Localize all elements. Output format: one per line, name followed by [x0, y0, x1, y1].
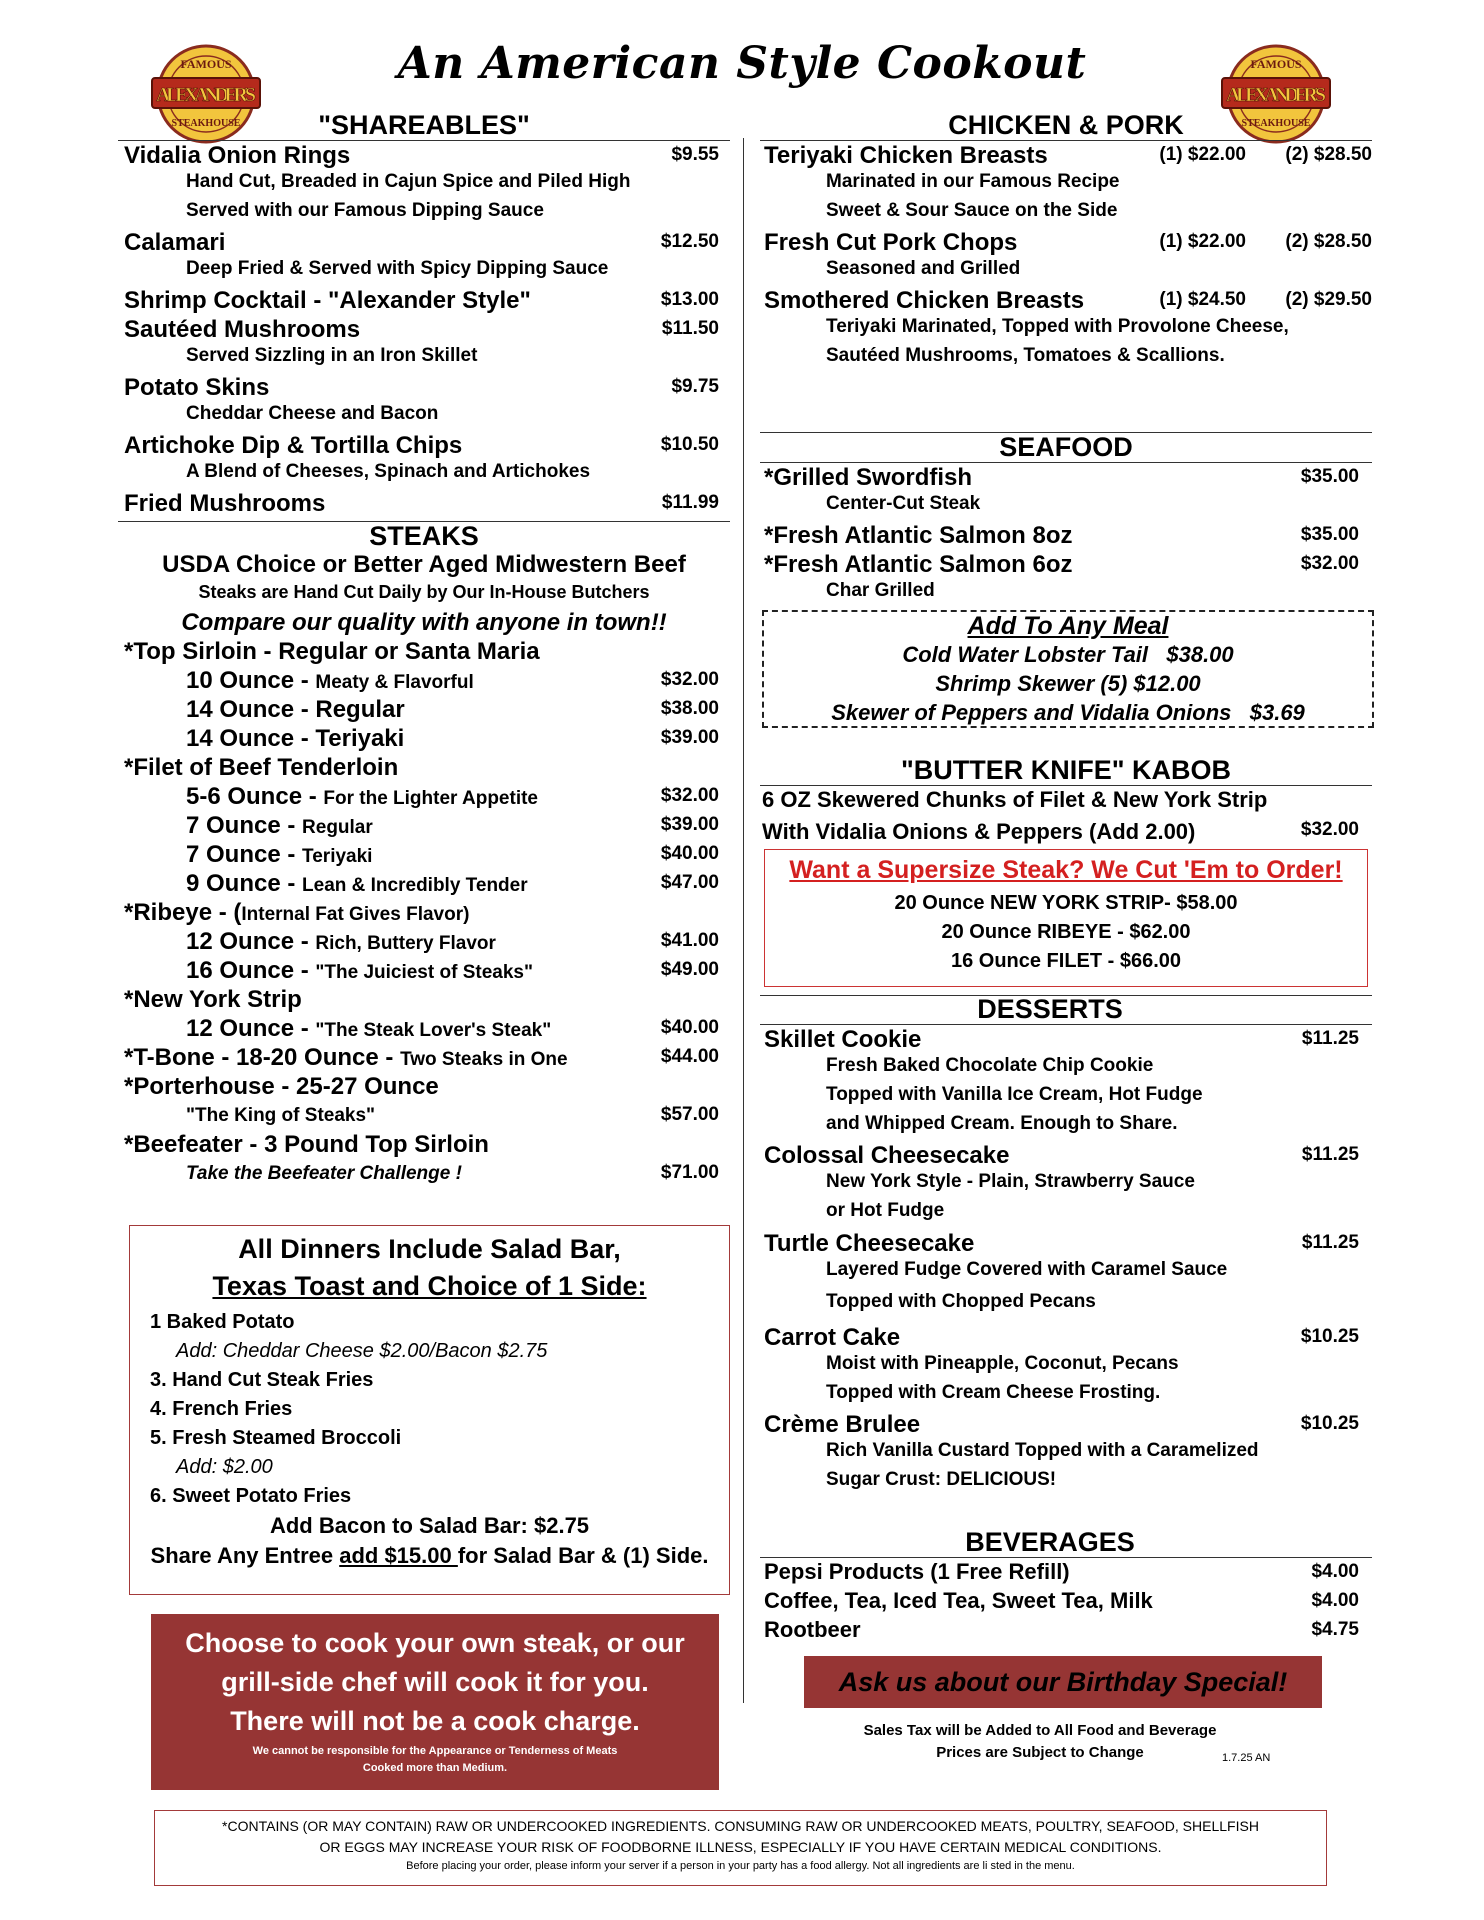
supersize-item: 16 Ounce FILET - $66.00 — [950, 950, 1182, 972]
steak-category — [124, 899, 719, 928]
share-entree — [130, 1543, 729, 1569]
menu-item — [764, 1026, 1359, 1055]
option-size: 14 Ounce - Regular — [186, 696, 405, 723]
category-note: Internal Fat Gives Flavor) — [241, 904, 470, 925]
item-price: $13.00 — [660, 289, 719, 310]
item-desc: Served Sizzling in an Iron Skillet — [186, 345, 478, 366]
steak-category — [124, 1044, 719, 1073]
steak-category — [124, 638, 719, 667]
category-name: *Filet of Beef Tenderloin — [124, 754, 399, 781]
item-price-two: (2) $28.50 — [1285, 144, 1372, 165]
item-price-one: (1) $22.00 — [1159, 144, 1246, 165]
item-price: $10.25 — [1300, 1413, 1359, 1434]
allergy-disclaimer-box — [154, 1810, 1327, 1886]
item-price: $38.00 — [660, 698, 719, 719]
item-desc: Topped with Vanilla Ice Cream, Hot Fudge — [826, 1084, 1203, 1105]
item-price: $9.75 — [671, 376, 719, 397]
item-desc: Served with our Famous Dipping Sauce — [186, 200, 544, 221]
item-name: Shrimp Cocktail - "Alexander Style" — [124, 287, 531, 314]
item-name: Rootbeer — [764, 1617, 861, 1642]
option-size: 5-6 Ounce - — [186, 783, 324, 810]
section-rule — [760, 1024, 1372, 1025]
column-divider — [743, 138, 744, 1703]
item-name: *Fresh Atlantic Salmon 8oz — [764, 522, 1073, 549]
item-name: Teriyaki Chicken Breasts — [764, 142, 1048, 169]
birthday-banner: Ask us about our Birthday Special! — [804, 1656, 1322, 1708]
side-addon: Add: $2.00 — [176, 1456, 273, 1478]
section-rule — [118, 140, 730, 141]
dinners-line2: Texas Toast and Choice of 1 Side: — [212, 1271, 647, 1301]
option-desc: Teriyaki — [302, 846, 373, 867]
share-text-end: for Salad Bar & (1) Side. — [457, 1543, 709, 1568]
option-desc: Meaty & Flavorful — [315, 672, 474, 693]
item-price: $12.50 — [660, 231, 719, 252]
item-desc: Moist with Pineapple, Coconut, Pecans — [826, 1353, 1179, 1374]
menu-item — [764, 1142, 1359, 1171]
steak-option — [124, 725, 719, 754]
item-desc: Hand Cut, Breaded in Cajun Spice and Piled High — [186, 171, 631, 192]
item-price: $11.25 — [1301, 1144, 1359, 1165]
supersize-heading: Want a Supersize Steak? We Cut 'Em to Order! — [789, 856, 1343, 884]
category-name: *T-Bone - 18-20 Ounce - — [124, 1044, 401, 1071]
item-price: $39.00 — [660, 814, 719, 835]
supersize-box — [764, 849, 1368, 987]
item-price-one: (1) $22.00 — [1159, 231, 1246, 252]
desserts-heading: DESSERTS — [977, 994, 1123, 1024]
item-name: Skillet Cookie — [764, 1026, 922, 1053]
steak-category — [124, 754, 719, 783]
item-price: $4.00 — [1311, 1561, 1359, 1582]
option-size: 16 Ounce - — [186, 957, 316, 984]
option-desc: Regular — [302, 817, 373, 838]
disclaimer-line1: *CONTAINS (OR MAY CONTAIN) RAW OR UNDERCOOKED INGREDIENTS. CONSUMING RAW OR UNDERCOOKED MEATS, POULTRY, SEAFOOD, SHELLFISH — [222, 1818, 1259, 1834]
item-desc: Teriyaki Marinated, Topped with Provolone Cheese, — [826, 316, 1289, 337]
category-name: *Ribeye - ( — [124, 899, 242, 926]
item-price: $32.00 — [1300, 553, 1359, 574]
category-name: *New York Strip — [124, 986, 302, 1013]
section-rule — [760, 140, 1372, 141]
side-item: 3. Hand Cut Steak Fries — [150, 1369, 374, 1391]
svg-text:ALEXANDER'S: ALEXANDER'S — [1226, 84, 1326, 106]
option-size: 9 Ounce - — [186, 870, 303, 897]
side-item: 1 Baked Potato — [150, 1311, 295, 1333]
menu-item — [764, 1230, 1359, 1259]
share-text: Share Any Entree — [150, 1543, 340, 1568]
page-title: An American Style Cookout — [397, 38, 1087, 89]
chicken-pork-heading: CHICKEN & PORK — [948, 110, 1184, 140]
addon-item: Cold Water Lobster Tail $38.00 — [902, 642, 1234, 667]
svg-text:FAMOUS: FAMOUS — [1250, 57, 1302, 71]
item-desc: Char Grilled — [826, 580, 935, 601]
share-price: add $15.00 — [339, 1543, 458, 1568]
bacon-addon: Add Bacon to Salad Bar: $2.75 — [269, 1513, 590, 1538]
item-desc: or Hot Fudge — [826, 1200, 945, 1221]
option-desc: Rich, Buttery Flavor — [315, 933, 496, 954]
item-name: Calamari — [124, 229, 226, 256]
item-desc: Fresh Baked Chocolate Chip Cookie — [826, 1055, 1154, 1076]
side-item: 5. Fresh Steamed Broccoli — [150, 1427, 402, 1449]
item-desc: A Blend of Cheeses, Spinach and Artichokes — [186, 461, 591, 482]
option-desc: "The King of Steaks" — [186, 1105, 376, 1126]
menu-item — [764, 1617, 1359, 1646]
shareables-list — [124, 142, 719, 519]
option-desc: For the Lighter Appetite — [323, 788, 538, 809]
steak-category — [124, 1073, 719, 1102]
menu-item — [124, 142, 719, 171]
addon-item: Shrimp Skewer (5) $12.00 — [935, 671, 1201, 696]
menu-item — [124, 229, 719, 258]
side-item: 4. French Fries — [150, 1398, 293, 1420]
menu-item — [124, 490, 719, 519]
option-size: 12 Ounce - — [186, 1015, 316, 1042]
supersize-item: 20 Ounce RIBEYE - $62.00 — [941, 921, 1191, 943]
steak-option — [124, 1015, 719, 1044]
item-price: $4.75 — [1311, 1619, 1359, 1640]
item-price: $71.00 — [660, 1162, 719, 1183]
menu-item — [124, 316, 719, 345]
steak-option — [124, 783, 719, 812]
steak-option — [124, 812, 719, 841]
supersize-item: 20 Ounce NEW YORK STRIP- $58.00 — [894, 892, 1238, 914]
item-desc: Topped with Cream Cheese Frosting. — [826, 1382, 1161, 1403]
item-name: Smothered Chicken Breasts — [764, 287, 1085, 314]
menu-item — [764, 142, 1372, 171]
kabob-price: $32.00 — [1300, 819, 1359, 840]
item-price-two: (2) $29.50 — [1285, 289, 1372, 310]
tax-note: Sales Tax will be Added to All Food and Beverage — [863, 1722, 1217, 1739]
item-name: Vidalia Onion Rings — [124, 142, 351, 169]
item-desc: Marinated in our Famous Recipe — [826, 171, 1120, 192]
cook-disclaimer1: We cannot be responsible for the Appearance or Tenderness of Meats — [252, 1745, 618, 1757]
sides-list — [130, 1308, 729, 1511]
desserts-list — [764, 1026, 1359, 1498]
add-to-meal-box — [762, 610, 1374, 728]
item-price: $11.50 — [661, 318, 719, 339]
item-desc: Rich Vanilla Custard Topped with a Caramelized — [826, 1440, 1259, 1461]
cook-line3: There will not be a cook charge. — [230, 1706, 640, 1736]
item-price: $10.25 — [1300, 1326, 1359, 1347]
dinners-line1: All Dinners Include Salad Bar, — [238, 1234, 621, 1264]
item-name: Sautéed Mushrooms — [124, 316, 361, 343]
item-price: $57.00 — [660, 1104, 719, 1125]
item-desc: Topped with Chopped Pecans — [826, 1291, 1096, 1312]
item-desc: Cheddar Cheese and Bacon — [186, 403, 439, 424]
item-price: $11.25 — [1301, 1028, 1359, 1049]
disclaimer-line2: OR EGGS MAY INCREASE YOUR RISK OF FOODBORNE ILLNESS, ESPECIALLY IF YOU HAVE CERTAIN MEDICAL CONDITIONS. — [319, 1839, 1162, 1855]
svg-text:ALEXANDER'S: ALEXANDER'S — [156, 84, 256, 106]
steaks-list — [124, 638, 719, 1189]
item-desc: Seasoned and Grilled — [826, 258, 1021, 279]
item-name: *Grilled Swordfish — [764, 464, 973, 491]
menu-item — [764, 1559, 1359, 1588]
option-size: 10 Ounce - — [186, 667, 316, 694]
steak-option — [124, 696, 719, 725]
category-name: *Top Sirloin - Regular or Santa Maria — [124, 638, 540, 665]
item-price: $35.00 — [1300, 466, 1359, 487]
item-desc: Sautéed Mushrooms, Tomatoes & Scallions. — [826, 345, 1225, 366]
steaks-tagline: Compare our quality with anyone in town!! — [181, 609, 667, 636]
item-name: Fresh Cut Pork Chops — [764, 229, 1018, 256]
item-desc: New York Style - Plain, Strawberry Sauce — [826, 1171, 1195, 1192]
menu-item — [764, 1588, 1359, 1617]
seafood-list — [764, 464, 1359, 609]
item-price: $35.00 — [1300, 524, 1359, 545]
dinners-include-box — [129, 1225, 730, 1595]
option-desc: "The Steak Lover's Steak" — [315, 1020, 552, 1041]
menu-item — [124, 287, 719, 316]
beverages-list — [764, 1559, 1359, 1646]
item-name: Fried Mushrooms — [124, 490, 326, 517]
addon-item: Skewer of Peppers and Vidalia Onions $3.69 — [831, 700, 1305, 725]
item-desc: Sweet & Sour Sauce on the Side — [826, 200, 1118, 221]
option-size: 7 Ounce - — [186, 841, 303, 868]
option-desc: "The Juiciest of Steaks" — [315, 962, 533, 983]
item-price: $44.00 — [660, 1046, 719, 1067]
item-name: Potato Skins — [124, 374, 270, 401]
category-name: *Porterhouse - 25-27 Ounce — [124, 1073, 439, 1100]
kabob-desc2: With Vidalia Onions & Peppers (Add 2.00) — [762, 819, 1196, 844]
item-price: $11.99 — [661, 492, 719, 513]
item-name: Pepsi Products (1 Free Refill) — [764, 1559, 1070, 1584]
version-code: 1.7.25 AN — [1222, 1752, 1271, 1764]
chicken-pork-list — [764, 142, 1372, 374]
item-desc: and Whipped Cream. Enough to Share. — [826, 1113, 1178, 1134]
price-change-note: Prices are Subject to Change — [936, 1744, 1144, 1761]
disclaimer-line3: Before placing your order, please inform your server if a person in your party has a food allergy. Not all ingredients are li sted in the menu. — [406, 1860, 1075, 1872]
item-price: $40.00 — [660, 843, 719, 864]
category-name: *Beefeater - 3 Pound Top Sirloin — [124, 1131, 489, 1158]
menu-item — [124, 432, 719, 461]
item-name: Turtle Cheesecake — [764, 1230, 975, 1257]
cook-your-own-banner — [151, 1614, 719, 1790]
steak-category — [124, 1131, 719, 1160]
steak-category — [124, 986, 719, 1015]
steaks-butchers-note: Steaks are Hand Cut Daily by Our In-House Butchers — [198, 582, 650, 602]
item-desc: Center-Cut Steak — [826, 493, 981, 514]
item-name: Colossal Cheesecake — [764, 1142, 1010, 1169]
item-name: Coffee, Tea, Iced Tea, Sweet Tea, Milk — [764, 1588, 1153, 1613]
steak-option — [124, 1102, 719, 1131]
item-price: $47.00 — [660, 872, 719, 893]
svg-text:STEAKHOUSE: STEAKHOUSE — [1241, 118, 1311, 129]
menu-item — [764, 464, 1359, 493]
cook-line2: grill-side chef will cook it for you. — [221, 1667, 649, 1697]
section-rule — [760, 462, 1372, 463]
shareables-heading: "SHAREABLES" — [318, 110, 530, 140]
menu-item — [764, 1324, 1359, 1353]
seafood-heading: SEAFOOD — [999, 432, 1133, 462]
kabob-heading: "BUTTER KNIFE" KABOB — [900, 755, 1232, 785]
steak-option — [124, 667, 719, 696]
steak-option — [124, 928, 719, 957]
option-desc: Lean & Incredibly Tender — [302, 875, 528, 896]
section-rule — [760, 1557, 1372, 1558]
menu-item — [764, 551, 1359, 580]
menu-item — [764, 287, 1372, 316]
item-price: $10.50 — [660, 434, 719, 455]
steak-option — [124, 841, 719, 870]
steaks-heading: STEAKS — [369, 521, 479, 551]
section-rule — [760, 785, 1372, 786]
item-desc: Deep Fried & Served with Spicy Dipping Sauce — [186, 258, 609, 279]
menu-item — [124, 374, 719, 403]
item-name: Carrot Cake — [764, 1324, 901, 1351]
add-meal-heading: Add To Any Meal — [967, 612, 1169, 640]
svg-text:FAMOUS: FAMOUS — [180, 57, 232, 71]
item-price: $39.00 — [660, 727, 719, 748]
item-name: Crème Brulee — [764, 1411, 921, 1438]
cook-disclaimer2: Cooked more than Medium. — [362, 1762, 508, 1774]
menu-item — [764, 229, 1372, 258]
beverages-heading: BEVERAGES — [965, 1527, 1135, 1557]
kabob-desc1: 6 OZ Skewered Chunks of Filet & New York Strip — [762, 787, 1268, 812]
menu-item — [764, 1411, 1359, 1440]
item-price: $32.00 — [660, 669, 719, 690]
svg-text:STEAKHOUSE: STEAKHOUSE — [171, 118, 241, 129]
item-price: $41.00 — [660, 930, 719, 951]
option-size: 12 Ounce - — [186, 928, 316, 955]
option-size: 7 Ounce - — [186, 812, 303, 839]
side-item: 6. Sweet Potato Fries — [150, 1485, 352, 1507]
category-note: Two Steaks in One — [400, 1049, 568, 1070]
item-name: Artichoke Dip & Tortilla Chips — [124, 432, 463, 459]
item-price: $49.00 — [660, 959, 719, 980]
steak-option — [124, 870, 719, 899]
item-price: $32.00 — [660, 785, 719, 806]
item-price-two: (2) $28.50 — [1285, 231, 1372, 252]
item-price-one: (1) $24.50 — [1159, 289, 1246, 310]
option-desc: Take the Beefeater Challenge ! — [186, 1163, 462, 1184]
item-desc: Sugar Crust: DELICIOUS! — [826, 1469, 1057, 1490]
steaks-subheading: USDA Choice or Better Aged Midwestern Beef — [162, 551, 686, 578]
item-price: $40.00 — [660, 1017, 719, 1038]
cook-line1: Choose to cook your own steak, or our — [185, 1628, 685, 1658]
side-addon: Add: Cheddar Cheese $2.00/Bacon $2.75 — [176, 1340, 548, 1362]
item-desc: Layered Fudge Covered with Caramel Sauce — [826, 1259, 1228, 1280]
item-price: $9.55 — [671, 144, 719, 165]
option-size: 14 Ounce - Teriyaki — [186, 725, 405, 752]
item-price: $4.00 — [1311, 1590, 1359, 1611]
steak-option — [124, 1160, 719, 1189]
steak-option — [124, 957, 719, 986]
item-price: $11.25 — [1301, 1232, 1359, 1253]
menu-item — [764, 522, 1359, 551]
item-name: *Fresh Atlantic Salmon 6oz — [764, 551, 1073, 578]
